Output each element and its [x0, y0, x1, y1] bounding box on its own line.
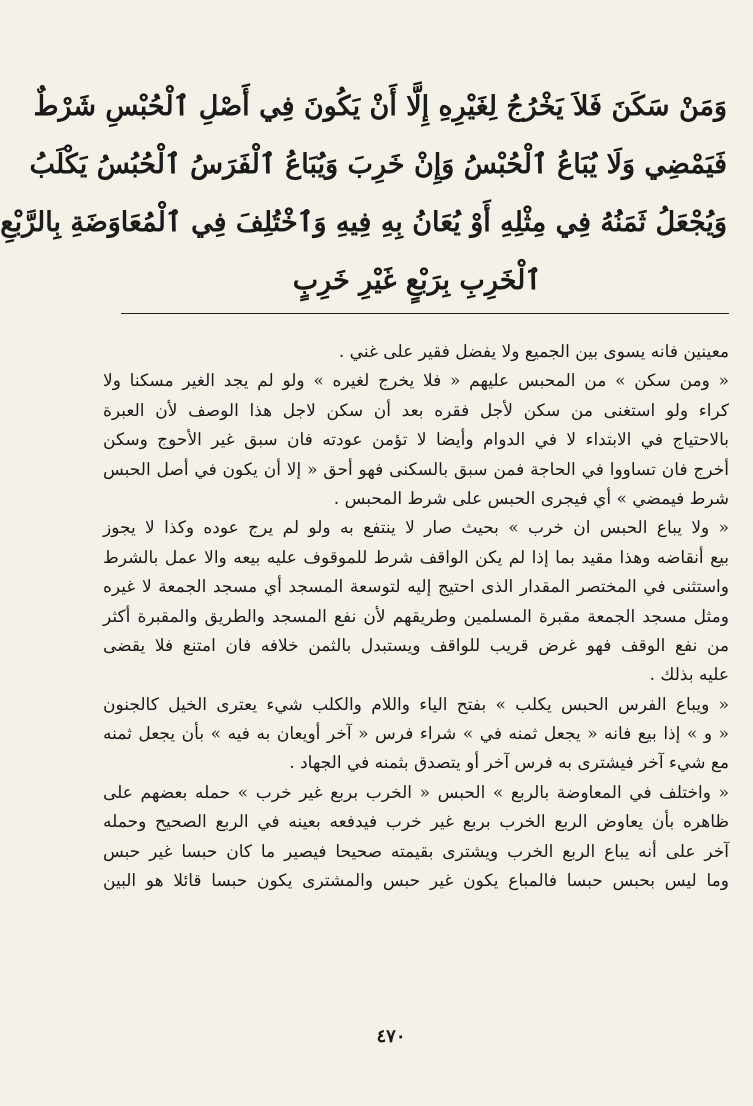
sharh-line: « ولا يباع الحبس ان خرب » بحيث صار لا ينتفع به ولو لم يرج عوده وكذا لا يجوز [103, 518, 729, 539]
matn-line: فَيَمْضِي وَلَا يُبَاعُ ٱلْحُبْسُ وَإِنْ خَرِبَ وَيُبَاعُ ٱلْفَرَسُ ٱلْحُبُسُ يَكْلَبُ [29, 149, 727, 180]
main-text-matn [0, 78, 727, 310]
sharh-line: « و » إذا بيع فانه « يجعل ثمنه في » شراء فرس « آخر أويعان به فيه » بأن يجعل ثمنه [103, 724, 729, 745]
sharh-line: « واختلف في المعاوضة بالربع » الحبس « الخرب بربع غير خرب » حمله بعضهم على [103, 782, 729, 803]
sharh-line: « ومن سكن » من المحبس عليهم « فلا يخرج لغيره » ولو لم يجد الغير مسكنا ولا [103, 371, 729, 392]
matn-line: وَيُجْعَلُ ثَمَنُهُ فِي مِثْلِهِ أَوْ يُعَانُ بِهِ فِيهِ وَٱخْتُلِفَ فِي ٱلْمُعَاوَضَةِ بِالرَّبْعِ [0, 207, 727, 238]
sharh-line: ومثل مسجد الجمعة مقبرة المسلمين وطريقهم لأن نفع المسجد والطريق والمقبرة أكثر [103, 606, 729, 627]
sharh-line: كراء ولو استغنى من سكن لأجل فقره بعد أن سكن لاجل هذا الوصف لأن العبرة [103, 400, 729, 421]
sharh-line: عليه بذلك . [649, 665, 729, 686]
sharh-line: ظاهره بأن يعاوض الربع الخرب بربع غير خرب فيدفعه بعينه في الربع الصحيح وحمله [103, 812, 729, 833]
sharh-line: واستثنى في المختصر المقدار الذى احتيج إليه لتوسعة المسجد أي مسجد الجمعة لا غيره [103, 577, 729, 598]
sharh-line: أخرج فان تساووا في الحاجة فمن سبق بالسكنى فهو أحق « إلا أن يكون في أصل الحبس [103, 459, 729, 480]
sharh-line: وما ليس بحبس حبسا فالمباع يكون غير حبس والمشترى يكون حبسا قائلا هو البين [103, 871, 729, 892]
page-number: ٤٧٠ [376, 1026, 406, 1047]
sharh-line: « ويباع الفرس الحبس يكلب » بفتح الياء واللام والكلب شيء يعترى الخيل كالجنون [103, 694, 729, 715]
commentary-sharh [103, 338, 729, 896]
sharh-line: مع شيء آخر فيشترى به فرس آخر أو يتصدق بثمنه في الجهاد . [289, 753, 729, 774]
sharh-line: شرط فيمضي » أي فيجرى الحبس على شرط المحبس . [333, 488, 729, 509]
sharh-line: بالاحتياج في الابتداء لا في الدوام وأيضا لا تؤمن عودته فان سبق غير الأحوج وسكن [103, 430, 729, 451]
sharh-line: معينين فانه يسوى بين الجميع ولا يفضل فقير على غني . [338, 342, 729, 362]
matn-line: ٱلْخَرِبِ بِرَبْعٍ غَيْرِ خَرِبٍ [292, 265, 542, 296]
sharh-line: من نفع الوقف فهو غرض قريب للواقف ويستبدل بالثمن خلافه فان امتنع فلا يقضى [103, 635, 729, 656]
sharh-line: آخر على أنه يباع الربع الخرب ويشترى بقيمته صحيحا فيصير ما كان حبسا غير حبس [103, 841, 729, 862]
sharh-line: بيع أنقاضه وهذا مقيد بما إذا لم يكن الواقف شرط للموقوف عليه بيعه والا عمل بالشرط [103, 547, 729, 568]
matn-line: وَمَنْ سَكَنَ فَلاَ يَخْرُجُ لِغَيْرِهِ إِلَّا أَنْ يَكُونَ فِي أَصْلِ ٱلْحُبْسِ شَرْطٌ [33, 91, 727, 122]
section-divider [121, 313, 729, 314]
